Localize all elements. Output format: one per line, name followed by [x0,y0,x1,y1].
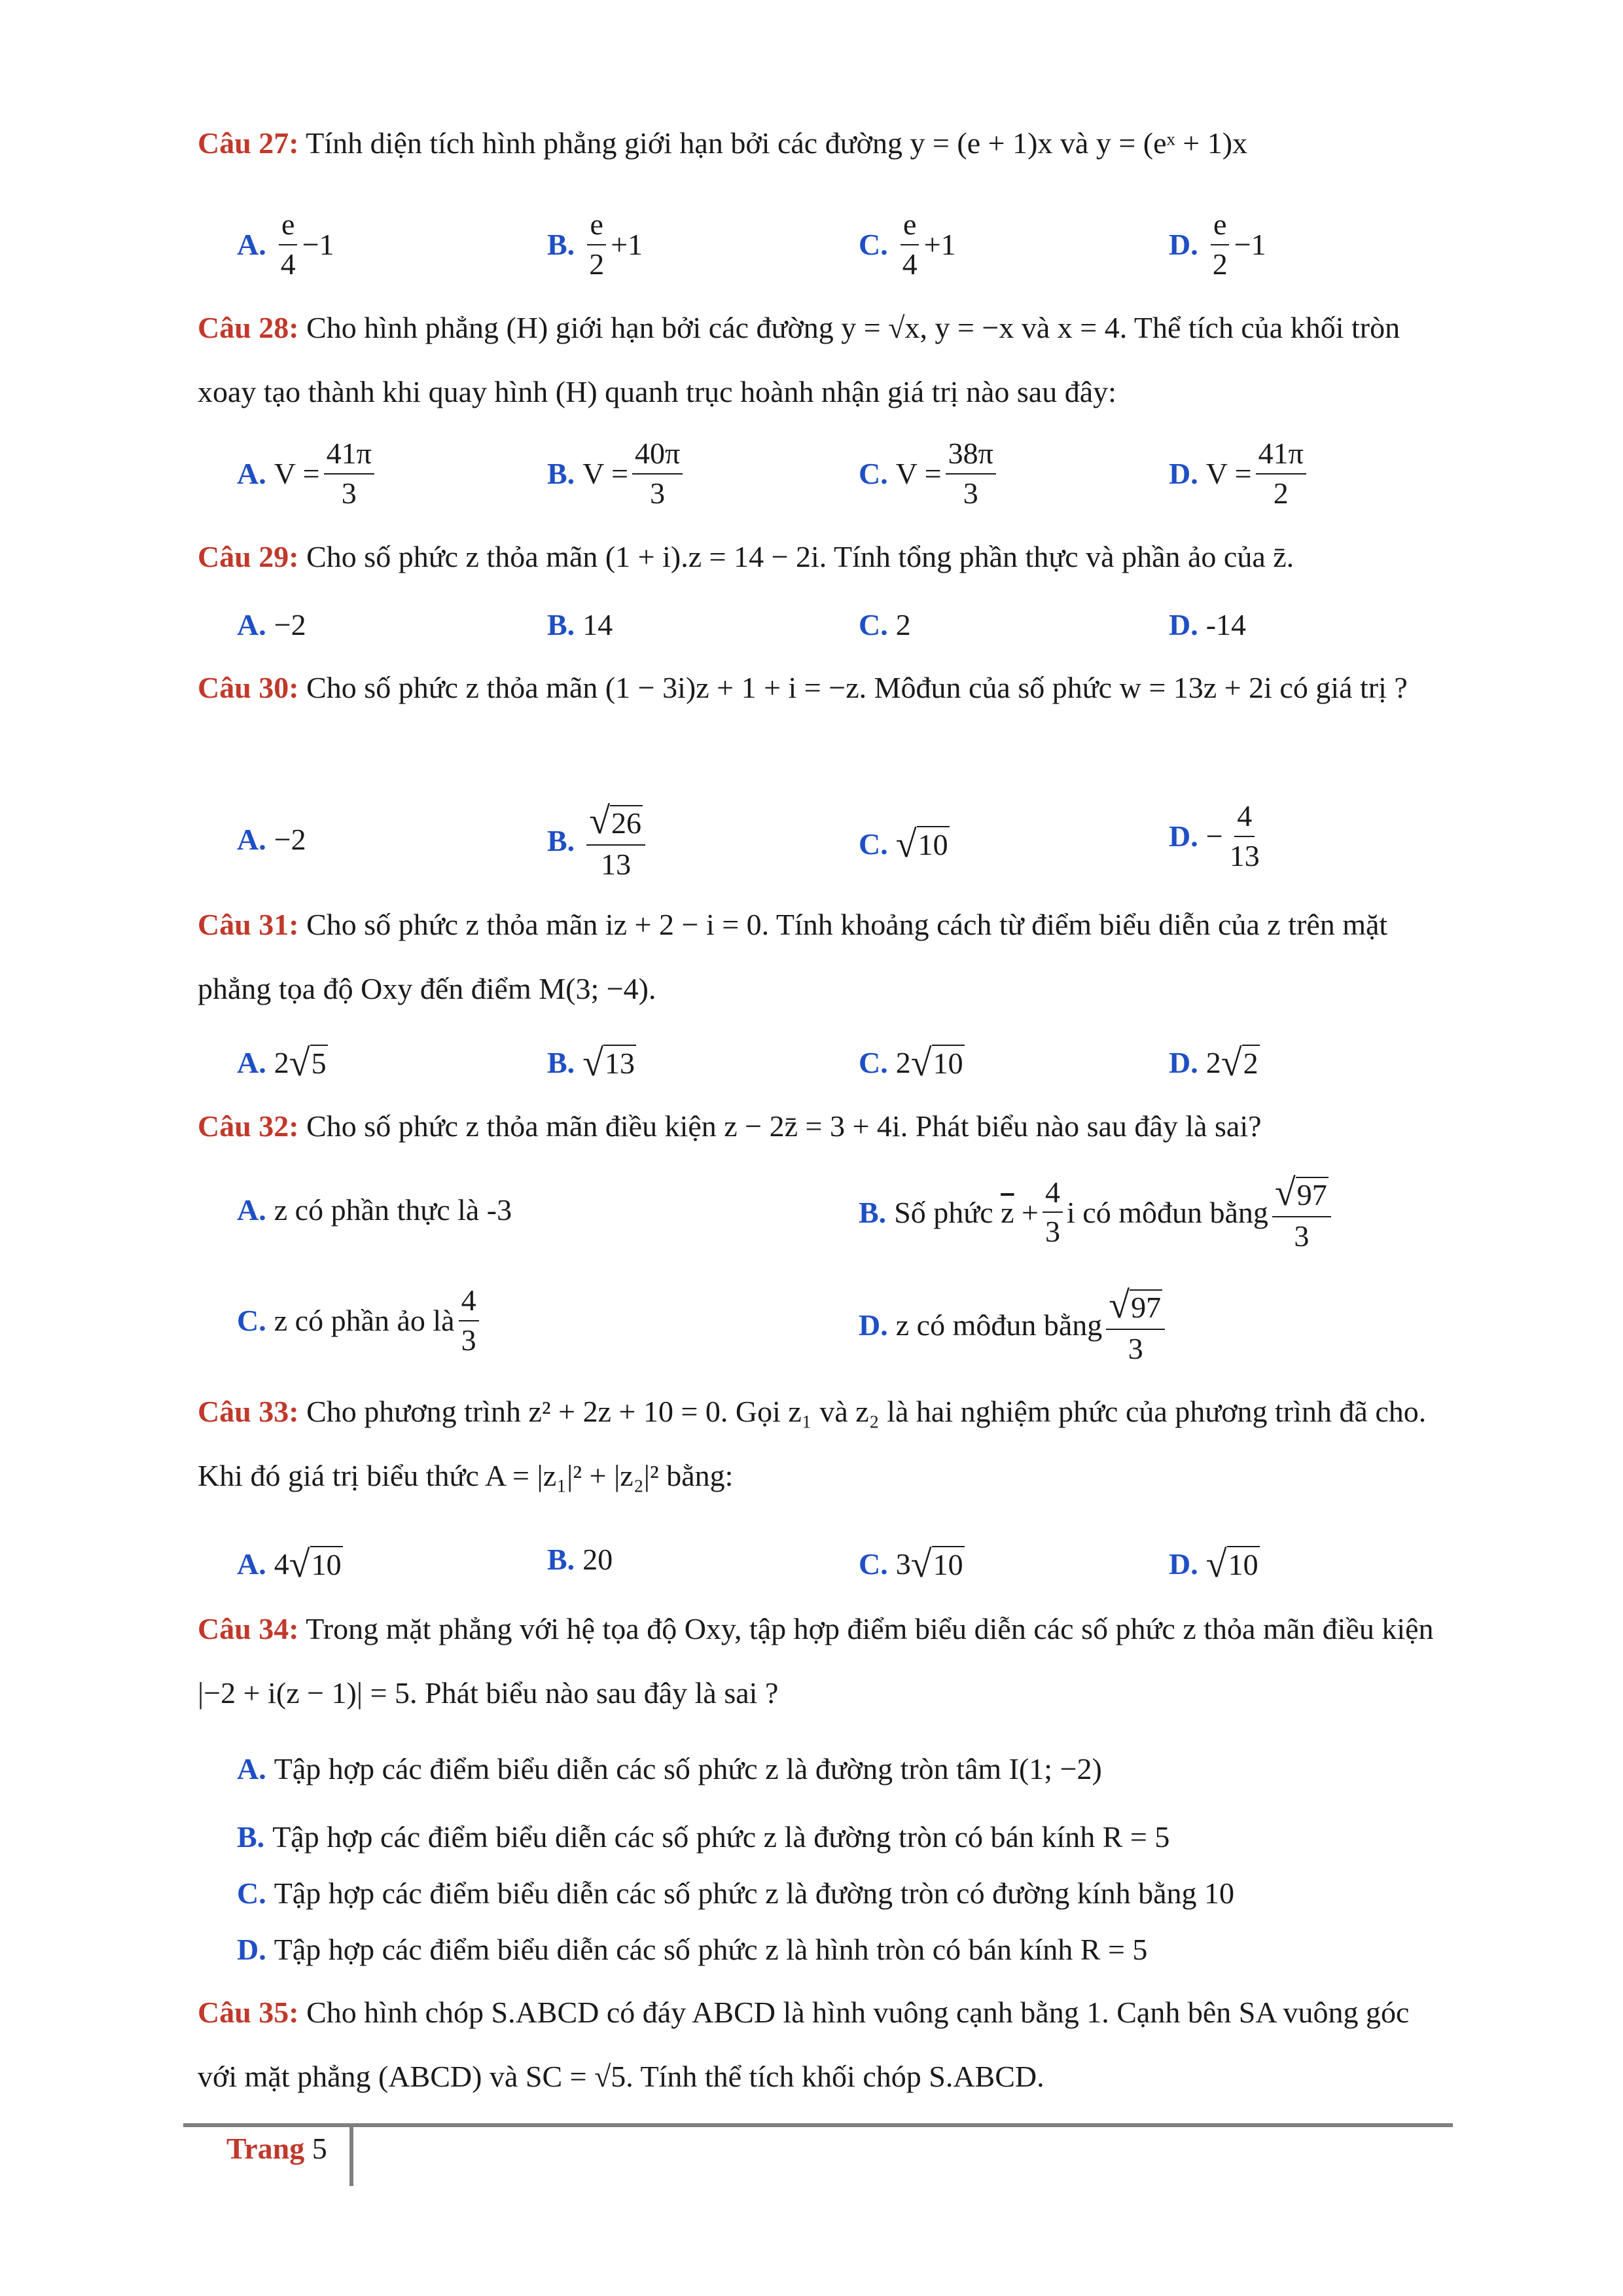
option-27-d: D. $\frac{e}{2}$ −1 [1169,207,1266,281]
question-text: Cho số phức z thỏa mãn điều kiện z − 2z̄ = 3 + 4i. Phát biểu nào sau đây là sai? [306,1109,1262,1143]
question-text: Cho số phức z thỏa mãn iz + 2 − i = 0. Tính khoảng cách từ điểm biểu diễn của z trên mặt phẳng tọa độ Oxy đến điểm M(3; −4). [198,908,1388,1005]
option-30-a: A. −2 [237,823,306,856]
option-33-c: C. 3 √ 10 [859,1543,963,1585]
option-33-a: A. 4 √ 10 [237,1543,342,1585]
question-text: Cho số phức z thỏa mãn (1 − 3i)z + 1 + i = −z. Môđun của số phức w = 13z + 2i có giá trị ? [306,671,1408,704]
option-30-c: C. √ 10 [859,823,948,865]
question-28: Câu 28: Cho hình phẳng (H) giới hạn bởi các đường y = √x, y = −x và x = 4. Thể tích của khối tròn xoay tạo thành khi quay hình (H) quanh trục hoành nhận giá trị nào sau đây: [198,311,1400,408]
option-31-b: B. √ 13 [547,1041,635,1084]
option-31-a: A. 2 √ 5 [237,1041,327,1084]
option-30-d: D. − $\frac{4}{13}$ [1169,799,1260,872]
option-33-b: B. 20 [547,1543,613,1576]
question-35: Câu 35: Cho hình chóp S.ABCD có đáy ABCD là hình vuông cạnh bằng 1. Cạnh bên SA vuông góc với mặt phẳng (ABCD) và SC = √5. Tính thể tích khối chóp S.ABCD. [198,1996,1410,2093]
option-32-b: B. Số phức $\overline{z}$ + $\frac{4}{3}$ i có môđun bằng $\frac{√97}{3}$ [859,1172,1335,1253]
question-text: Trong mặt phẳng với hệ tọa độ Oxy, tập hợp điểm biểu diễn các số phức z thỏa mãn điều kiện |−2 + i(z − 1)| = 5. Phát biểu nào sau đây là sai ? [198,1612,1434,1710]
question-30: Câu 30: Cho số phức z thỏa mãn (1 − 3i)z + 1 + i = −z. Môđun của số phức w = 13z + 2i có giá trị ? [198,671,1408,704]
question-text: Cho số phức z thỏa mãn (1 + i).z = 14 − 2i. Tính tổng phần thực và phần ảo của z̄. [306,540,1294,573]
option-31-d: D. 2 √ 2 [1169,1041,1258,1084]
option-29-c: C. 2 [859,608,911,641]
option-32-a: A. z có phần thực là -3 [237,1193,512,1227]
option-34-b: B. Tập hợp các điểm biểu diễn các số phức z là đường tròn có bán kính R = 5 [237,1820,1170,1854]
option-28-b: B. V = $\frac{40\pi}{3}$ [547,437,687,510]
option-27-b: B. $\frac{e}{2}$ +1 [547,207,643,281]
page-number: Trang 5 [226,2132,327,2165]
question-32: Câu 32: Cho số phức z thỏa mãn điều kiện z − 2z̄ = 3 + 4i. Phát biểu nào sau đây là sai? [198,1109,1262,1143]
question-27: Câu 27: Tính diện tích hình phẳng giới hạn bởi các đường y = (e + 1)x và y = (eˣ + 1)x [198,126,1248,160]
question-text: Cho hình chóp S.ABCD có đáy ABCD là hình vuông cạnh bằng 1. Cạnh bên SA vuông góc với mặt phẳng (ABCD) và SC = √5. Tính thể tích khối chóp S.ABCD. [198,1996,1410,2093]
question-text: Cho hình phẳng (H) giới hạn bởi các đường y = √x, y = −x và x = 4. Thể tích của khối tròn xoay tạo thành khi quay hình (H) quanh trục hoành nhận giá trị nào sau đây: [198,311,1400,408]
footer-divider [349,2123,353,2186]
option-29-d: D. -14 [1169,608,1247,641]
option-34-d: D. Tập hợp các điểm biểu diễn các số phức z là hình tròn có bán kính R = 5 [237,1933,1148,1966]
option-32-c: C. z có phần ảo là $\frac{4}{3}$ [237,1284,483,1357]
question-text: Tính diện tích hình phẳng giới hạn bởi các đường y = (e + 1)x và y = (eˣ + 1)x [306,126,1248,160]
option-33-d: D. √ 10 [1169,1543,1258,1585]
question-29: Câu 29: Cho số phức z thỏa mãn (1 + i).z = 14 − 2i. Tính tổng phần thực và phần ảo của z̄. [198,540,1294,573]
option-27-c: C. $\frac{e}{4}$ +1 [859,207,956,281]
question-33: Câu 33: Cho phương trình z² + 2z + 10 = 0. Gọi z₁ và z₂ là hai nghiệm phức của phương trình đã cho. Khi đó giá trị biểu thức A = |z₁|² + |z₂|² bằng: [198,1395,1427,1492]
option-28-c: C. V = $\frac{38\pi}{3}$ [859,437,1000,510]
option-34-c: C. Tập hợp các điểm biểu diễn các số phức z là đường tròn có đường kính bằng 10 [237,1876,1235,1910]
option-28-d: D. V = $\frac{41\pi}{2}$ [1169,437,1310,510]
question-34: Câu 34: Trong mặt phẳng với hệ tọa độ Oxy, tập hợp điểm biểu diễn các số phức z thỏa mãn điều kiện |−2 + i(z − 1)| = 5. Phát biểu nào sau đây là sai ? [198,1612,1434,1710]
question-text: Cho phương trình z² + 2z + 10 = 0. Gọi z₁ và z₂ là hai nghiệm phức của phương trình đã cho. Khi đó giá trị biểu thức A = |z₁|² + |z₂|² bằng: [198,1395,1427,1492]
question-31: Câu 31: Cho số phức z thỏa mãn iz + 2 − i = 0. Tính khoảng cách từ điểm biểu diễn của z trên mặt phẳng tọa độ Oxy đến điểm M(3; −4). [198,908,1388,1005]
option-31-c: C. 2 √ 10 [859,1041,963,1084]
option-29-a: A. −2 [237,608,306,641]
option-29-b: B. 14 [547,608,613,641]
option-28-a: A. V = $\frac{41\pi}{3}$ [237,437,378,510]
option-32-d: D. z có môđun bằng $\frac{√97}{3}$ [859,1284,1169,1365]
option-30-b: B. $\frac{√26}{13}$ [547,800,649,881]
option-34-a: A. Tập hợp các điểm biểu diễn các số phức z là đường tròn tâm I(1; −2) [237,1752,1102,1785]
option-27-a: A. $\frac{e}{4}$ −1 [237,207,334,281]
footer-rule [183,2123,1453,2127]
